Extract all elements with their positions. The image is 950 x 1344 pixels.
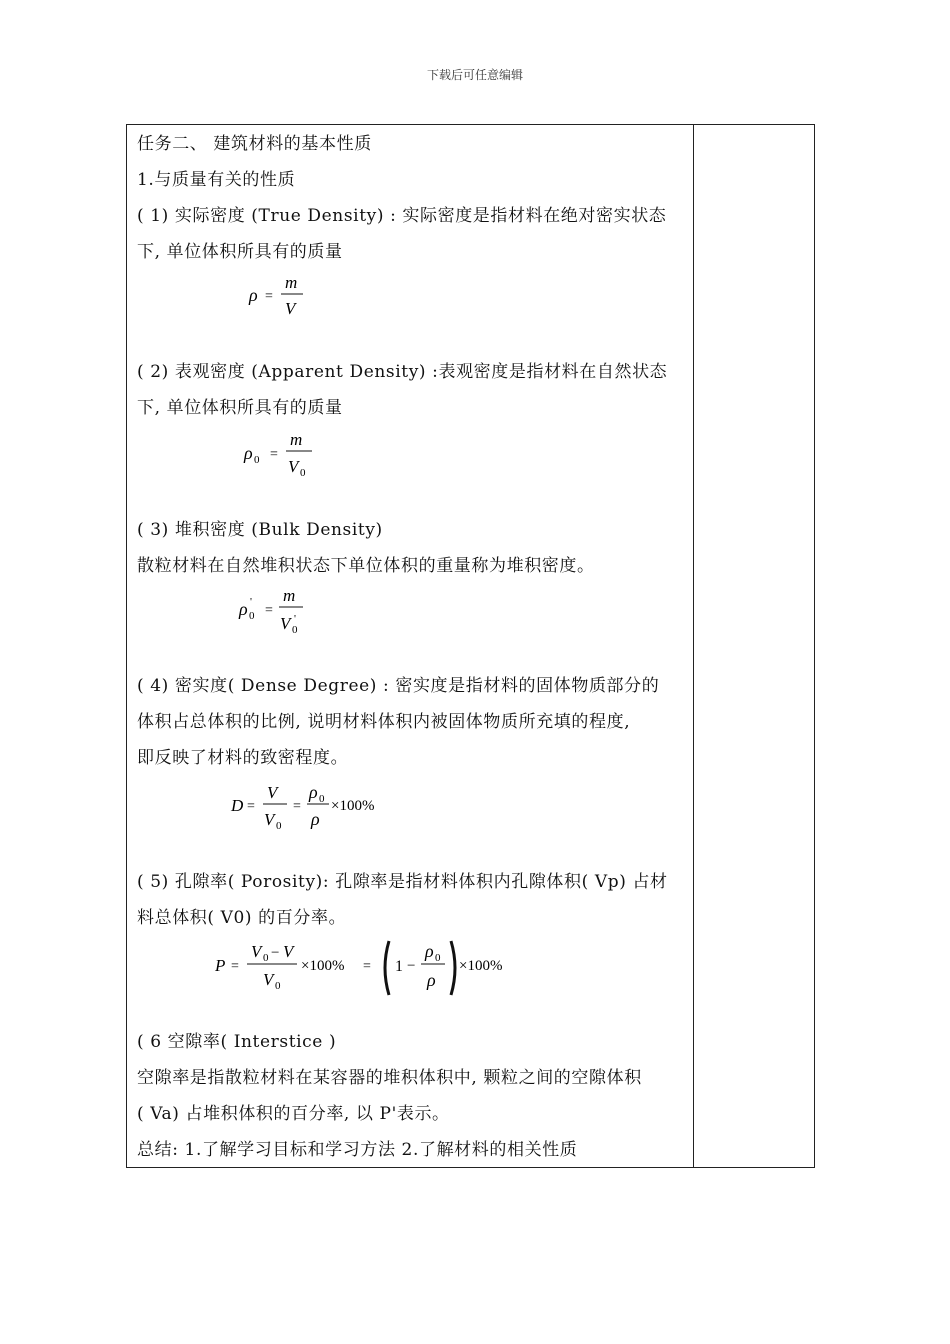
f5-num-sub: 0 [263,952,269,964]
f5-minus: − [271,945,280,961]
f5-frac-num: ρ [425,941,434,961]
f3-den-prime: ' [294,613,296,625]
item6-line2: 空隙率是指散粒材料在某容器的堆积体积中, 颗粒之间的空隙体积 [137,1068,642,1088]
item3-line2: 散粒材料在自然堆积状态下单位体积的重量称为堆积密度。 [137,556,595,576]
f2-den: V [288,457,299,476]
item2-line1: ( 2) 表观密度 (Apparent Density) :表观密度是指材料在自然状态 [137,362,668,382]
f2-eq: = [270,447,278,462]
f1-lhs: ρ [249,285,258,305]
f3-lhs: ρ [239,599,248,619]
f2-den-sub: 0 [300,467,306,479]
subsection-title: 1.与质量有关的性质 [137,170,296,190]
f2-lhs-sub: 0 [254,454,260,466]
f5-den-sub: 0 [275,980,281,992]
f4-num2-sub: 0 [319,793,325,805]
f5-lhs: P [215,956,226,975]
f2-num: m [290,430,303,449]
formula-porosity [213,935,523,1001]
f4-times: ×100% [331,798,375,814]
notes-cell [694,125,814,1167]
f3-num: m [283,586,296,605]
f5-minus2: − [407,958,416,974]
content-table [126,124,815,1168]
summary: 总结: 1.了解学习目标和学习方法 2.了解材料的相关性质 [137,1140,578,1160]
formula-bulk-density [237,585,317,637]
formula-apparent-density [242,429,322,479]
f5-num: V [251,942,262,961]
f5-times2: ×100% [459,958,503,974]
item4-line1: ( 4) 密实度( Dense Degree) : 密实度是指材料的固体物质部分的 [137,676,660,696]
f3-den-sub: 0 [292,624,298,636]
formula-true-density [247,273,317,321]
f5-eq1: = [231,959,239,974]
f4-num1: V [267,783,278,802]
item1-line2: 下, 单位体积所具有的质量 [137,242,343,262]
f2-lhs: ρ [244,443,253,463]
f4-den2: ρ [311,809,320,829]
f5-one: 1 [395,958,403,975]
item5-line1: ( 5) 孔隙率( Porosity): 孔隙率是指材料体积内孔隙体积( Vp) 占材 [137,872,668,892]
f4-den1-sub: 0 [276,820,282,832]
item5-line2: 料总体积( V0) 的百分率。 [137,908,347,928]
item4-line2: 体积占总体积的比例, 说明材料体积内被固体物质所充填的程度, [137,712,631,732]
f4-lhs: D [231,796,244,815]
f3-eq: = [265,603,273,618]
f5-right-paren [451,941,455,995]
item2-line2: 下, 单位体积所具有的质量 [137,398,343,418]
f5-frac-den: ρ [427,970,436,990]
f3-lhs-sub: 0 [249,610,255,622]
formula-dense-degree [229,779,409,839]
f1-num: m [285,273,298,292]
item3-line1: ( 3) 堆积密度 (Bulk Density) [137,520,383,540]
f1-eq: = [265,289,273,304]
section-title: 任务二、 建筑材料的基本性质 [137,134,372,154]
f5-eq2: = [363,959,371,974]
item1-line1: ( 1) 实际密度 (True Density) : 实际密度是指材料在绝对密实状态 [137,206,667,226]
f4-eq1: = [247,799,255,814]
item6-line3: ( Va) 占堆积体积的百分率, 以 P'表示。 [137,1104,450,1124]
f3-den: V [280,614,291,633]
f5-times1: ×100% [301,958,345,974]
f4-den1: V [264,810,275,829]
f4-eq2: = [293,799,301,814]
f5-den: V [263,970,274,989]
f5-num-b: V [283,942,294,961]
f1-den: V [285,299,296,318]
page-header-note: 下载后可任意编辑 [426,68,523,82]
f4-num2: ρ [309,782,318,802]
f5-left-paren [385,941,389,995]
item6-line1: ( 6 空隙率( Interstice ) [137,1032,337,1052]
f3-lhs-prime: ' [250,596,252,608]
item4-line3: 即反映了材料的致密程度。 [137,748,349,768]
f5-frac-num-sub: 0 [435,952,441,964]
